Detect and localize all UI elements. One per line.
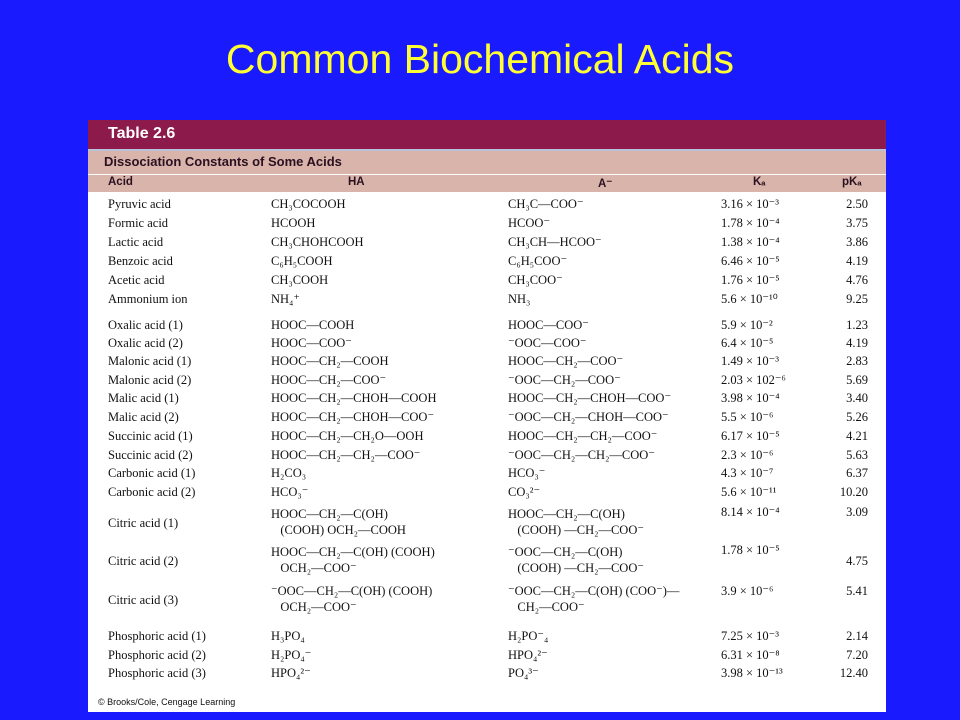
acid-name: Malic acid (2) — [108, 410, 179, 424]
table-row — [88, 233, 886, 252]
pka-value: 5.69 — [846, 373, 868, 387]
ha-formula: CH₃COOH — [271, 273, 329, 287]
pka-value: 4.19 — [846, 254, 868, 268]
acid-name: Carbonic acid (2) — [108, 485, 196, 499]
pka-value: 3.40 — [846, 391, 868, 405]
ha-formula: HOOC—CH₂—CH₂—COO⁻ — [271, 448, 421, 462]
pka-value: 4.75 — [846, 554, 868, 568]
conjugate-base: ⁻OOC—CH₂—CHOH—COO⁻ — [508, 410, 669, 424]
acid-name: Citric acid (3) — [108, 593, 179, 607]
acid-name: Carbonic acid (1) — [108, 466, 196, 480]
table-row — [88, 427, 886, 446]
pka-value: 5.26 — [846, 410, 868, 424]
ha-formula: CH₃COCOOH — [271, 197, 346, 211]
ha-formula: HPO₄²⁻ — [271, 666, 311, 680]
acid-name: Phosphoric acid (1) — [108, 629, 206, 643]
ha-formula: HOOC—CH₂—COOH — [271, 354, 389, 368]
pka-value: 6.37 — [846, 466, 868, 480]
table-row — [88, 583, 886, 619]
table-label: Table 2.6 — [108, 125, 176, 142]
acid-name: Ammonium ion — [108, 292, 188, 306]
table-row — [88, 464, 886, 483]
ka-value: 6.46 × 10⁻⁵ — [721, 254, 780, 268]
pka-value: 12.40 — [839, 666, 868, 680]
conjugate-base: C₆H₅COO⁻ — [508, 254, 568, 268]
table-row — [88, 290, 886, 309]
conjugate-base: ⁻OOC—CH₂—C(OH) (COOH) —CH₂—COO⁻ — [508, 545, 644, 575]
slide-title: Common Biochemical Acids — [225, 36, 735, 82]
ka-value: 5.5 × 10⁻⁶ — [721, 410, 774, 424]
table-row — [88, 408, 886, 427]
acid-name: Formic acid — [108, 216, 169, 230]
table-row — [88, 389, 886, 408]
ha-formula: H₂CO₃ — [271, 466, 307, 480]
table-row — [88, 483, 886, 502]
acid-name: Benzoic acid — [108, 254, 173, 268]
ha-formula: CH₃CHOHCOOH — [271, 235, 364, 249]
ka-value: 6.4 × 10⁻⁵ — [721, 336, 774, 350]
table-row — [88, 371, 886, 390]
conjugate-base: HOOC—CH₂—C(OH) (COOH) —CH₂—COO⁻ — [508, 507, 644, 537]
pka-value: 4.21 — [846, 429, 868, 443]
table-caption: Dissociation Constants of Some Acids — [104, 154, 342, 169]
ka-value: 1.38 × 10⁻⁴ — [721, 235, 780, 249]
acid-name: Malic acid (1) — [108, 391, 179, 405]
ka-value: 1.78 × 10⁻⁵ — [721, 543, 780, 557]
ha-formula: H₂PO₄⁻ — [271, 648, 312, 662]
conjugate-base: ⁻OOC—CH₂—C(OH) (COO⁻)— CH₂—COO⁻ — [508, 584, 680, 614]
ka-value: 4.3 × 10⁻⁷ — [721, 466, 774, 480]
acid-name: Succinic acid (2) — [108, 448, 193, 462]
ka-value: 5.6 × 10⁻¹⁰ — [721, 292, 778, 306]
ha-formula: HCOOH — [271, 216, 316, 230]
conjugate-base: HCOO⁻ — [508, 216, 551, 230]
table-row — [88, 252, 886, 271]
ha-formula: HOOC—CH₂—C(OH) (COOH) OCH₂—COOH — [271, 507, 406, 537]
table-row — [88, 214, 886, 233]
ha-formula: NH₄⁺ — [271, 292, 301, 306]
conjugate-base: H₂PO⁻₄ — [508, 629, 549, 643]
ha-formula: HCO₃⁻ — [271, 485, 309, 499]
acid-name: Oxalic acid (2) — [108, 336, 183, 350]
ha-formula: HOOC—CH₂—CHOH—COO⁻ — [271, 410, 435, 424]
ka-value: 3.9 × 10⁻⁶ — [721, 584, 774, 598]
column-header-a: A⁻ — [598, 178, 613, 190]
ka-value: 8.14 × 10⁻⁴ — [721, 505, 780, 519]
pka-value: 9.25 — [846, 292, 868, 306]
ka-value: 5.9 × 10⁻² — [721, 318, 773, 332]
table-row — [88, 627, 886, 646]
acid-name: Malonic acid (2) — [108, 373, 192, 387]
ka-value: 6.31 × 10⁻⁸ — [721, 648, 780, 662]
column-header-pka: pKₐ — [842, 176, 862, 188]
pka-value: 4.19 — [846, 336, 868, 350]
pka-value: 7.20 — [846, 648, 868, 662]
table-row — [88, 446, 886, 465]
pka-value: 3.75 — [846, 216, 868, 230]
table-row — [88, 271, 886, 290]
table-row — [88, 352, 886, 371]
acid-name: Lactic acid — [108, 235, 164, 249]
pka-value: 2.83 — [846, 354, 868, 368]
conjugate-base: NH₃ — [508, 292, 531, 306]
conjugate-base: HCO₃⁻ — [508, 466, 546, 480]
table-row — [88, 334, 886, 353]
ha-formula: H₃PO₄ — [271, 629, 305, 643]
acid-name: Malonic acid (1) — [108, 354, 192, 368]
conjugate-base: CH₃C—COO⁻ — [508, 197, 584, 211]
conjugate-base: PO₄³⁻ — [508, 666, 539, 680]
ha-formula: C₆H₅COOH — [271, 254, 333, 268]
acid-name: Phosphoric acid (2) — [108, 648, 206, 662]
table-row — [88, 646, 886, 665]
ka-value: 1.49 × 10⁻³ — [721, 354, 780, 368]
pka-value: 2.14 — [846, 629, 868, 643]
ka-value: 7.25 × 10⁻³ — [721, 629, 780, 643]
column-header-ka: Kₐ — [753, 176, 766, 188]
pka-value: 3.86 — [846, 235, 868, 249]
ka-value: 3.98 × 10⁻¹³ — [721, 666, 783, 680]
table-body — [88, 120, 886, 712]
column-header-ha: HA — [348, 176, 365, 188]
ka-value: 1.76 × 10⁻⁵ — [721, 273, 780, 287]
conjugate-base: CO₃²⁻ — [508, 485, 541, 499]
acid-name: Phosphoric acid (3) — [108, 666, 206, 680]
pka-value: 5.41 — [846, 584, 868, 598]
ha-formula: HOOC—CH₂—COO⁻ — [271, 373, 387, 387]
table-row — [88, 506, 886, 542]
table-row — [88, 195, 886, 214]
pka-value: 10.20 — [839, 485, 868, 499]
acid-name: Acetic acid — [108, 273, 165, 287]
acid-name: Citric acid (1) — [108, 516, 179, 530]
ka-value: 3.98 × 10⁻⁴ — [721, 391, 780, 405]
conjugate-base: HOOC—CH₂—CH₂—COO⁻ — [508, 429, 658, 443]
conjugate-base: CH₃COO⁻ — [508, 273, 563, 287]
conjugate-base: CH₃CH—HCOO⁻ — [508, 235, 602, 249]
conjugate-base: HOOC—COO⁻ — [508, 318, 589, 332]
pka-value: 4.76 — [846, 273, 868, 287]
acid-name: Succinic acid (1) — [108, 429, 193, 443]
ha-formula: HOOC—COO⁻ — [271, 336, 352, 350]
pka-value: 1.23 — [846, 318, 868, 332]
pka-value: 3.09 — [846, 505, 868, 519]
ha-formula: HOOC—CH₂—C(OH) (COOH) OCH₂—COO⁻ — [271, 545, 435, 575]
table-row — [88, 316, 886, 335]
pka-value: 5.63 — [846, 448, 868, 462]
column-header-acid: Acid — [108, 176, 133, 188]
acid-name: Citric acid (2) — [108, 554, 179, 568]
ka-value: 1.78 × 10⁻⁴ — [721, 216, 780, 230]
conjugate-base: ⁻OOC—CH₂—COO⁻ — [508, 373, 621, 387]
conjugate-base: ⁻OOC—COO⁻ — [508, 336, 587, 350]
acid-table — [88, 120, 886, 712]
ha-formula: HOOC—CH₂—CHOH—COOH — [271, 391, 437, 405]
ka-value: 3.16 × 10⁻³ — [721, 197, 780, 211]
acid-name: Pyruvic acid — [108, 197, 171, 211]
acid-name: Oxalic acid (1) — [108, 318, 183, 332]
ka-value: 2.03 × 102⁻⁶ — [721, 373, 786, 387]
ha-formula: HOOC—COOH — [271, 318, 355, 332]
conjugate-base: ⁻OOC—CH₂—CH₂—COO⁻ — [508, 448, 655, 462]
ha-formula: HOOC—CH₂—CH₂O—OOH — [271, 429, 424, 443]
ka-value: 6.17 × 10⁻⁵ — [721, 429, 780, 443]
conjugate-base: HPO₄²⁻ — [508, 648, 548, 662]
conjugate-base: HOOC—CH₂—COO⁻ — [508, 354, 624, 368]
ka-value: 5.6 × 10⁻¹¹ — [721, 485, 777, 499]
copyright-credit: © Brooks/Cole, Cengage Learning — [98, 697, 236, 707]
ha-formula: ⁻OOC—CH₂—C(OH) (COOH) OCH₂—COO⁻ — [271, 584, 433, 614]
conjugate-base: HOOC—CH₂—CHOH—COO⁻ — [508, 391, 672, 405]
table-row — [88, 544, 886, 580]
ka-value: 2.3 × 10⁻⁶ — [721, 448, 774, 462]
table-row — [88, 664, 886, 683]
pka-value: 2.50 — [846, 197, 868, 211]
